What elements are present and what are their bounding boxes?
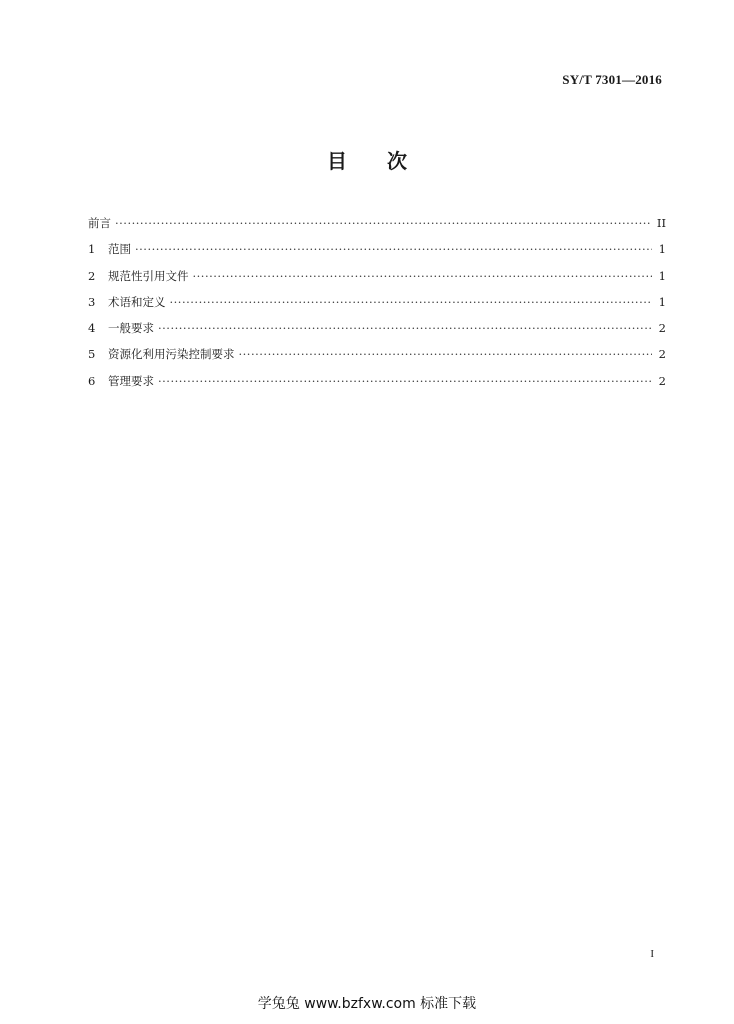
toc-entry-label: 前言 [88,216,111,230]
toc-leader-dots [158,321,652,335]
toc-entry-pollution-control[interactable] [88,347,666,373]
toc-entry-foreword[interactable] [88,216,666,242]
toc-entry-number: 3 [88,294,96,309]
table-of-contents [88,216,666,400]
toc-entry-page: 1 [658,242,666,257]
toc-entry-page: 2 [658,347,666,362]
title-char-1: 目 [327,149,347,173]
toc-entry-management-requirements[interactable] [88,374,666,400]
toc-entry-number: 6 [88,373,96,388]
toc-entry-page: 1 [658,294,666,309]
toc-entry-number: 1 [88,242,96,257]
toc-leader-dots [193,269,653,283]
toc-entry-number: 4 [88,321,96,336]
toc-leader-dots [135,242,652,256]
toc-entry-terms-definitions[interactable] [88,295,666,321]
toc-entry-general-requirements[interactable] [88,321,666,347]
watermark-text: 学兔兔 www.bzfxw.com 标准下载 [257,996,477,1012]
toc-entry-page: II [656,216,666,230]
toc-leader-dots [170,295,653,309]
toc-entry-normative-references[interactable] [88,269,666,295]
toc-leader-dots [239,347,653,361]
toc-entry-number: 2 [88,268,96,283]
page-number: I [650,948,654,960]
toc-leader-dots [115,216,652,230]
title-char-2: 次 [387,149,407,173]
standard-code: SY/T 7301—2016 [562,72,662,87]
toc-entry-label: 术语和定义 [108,294,166,309]
toc-entry-label: 资源化利用污染控制要求 [108,347,235,362]
toc-entry-label: 管理要求 [108,373,154,388]
toc-entry-page: 2 [658,321,666,336]
toc-entry-scope[interactable] [88,242,666,268]
toc-leader-dots [158,374,652,388]
toc-entry-label: 规范性引用文件 [108,268,189,283]
toc-entry-page: 2 [658,373,666,388]
toc-entry-number: 5 [88,347,96,362]
page-title [0,145,734,174]
toc-entry-page: 1 [658,268,666,283]
toc-entry-label: 范围 [108,242,131,257]
toc-entry-label: 一般要求 [108,321,154,336]
